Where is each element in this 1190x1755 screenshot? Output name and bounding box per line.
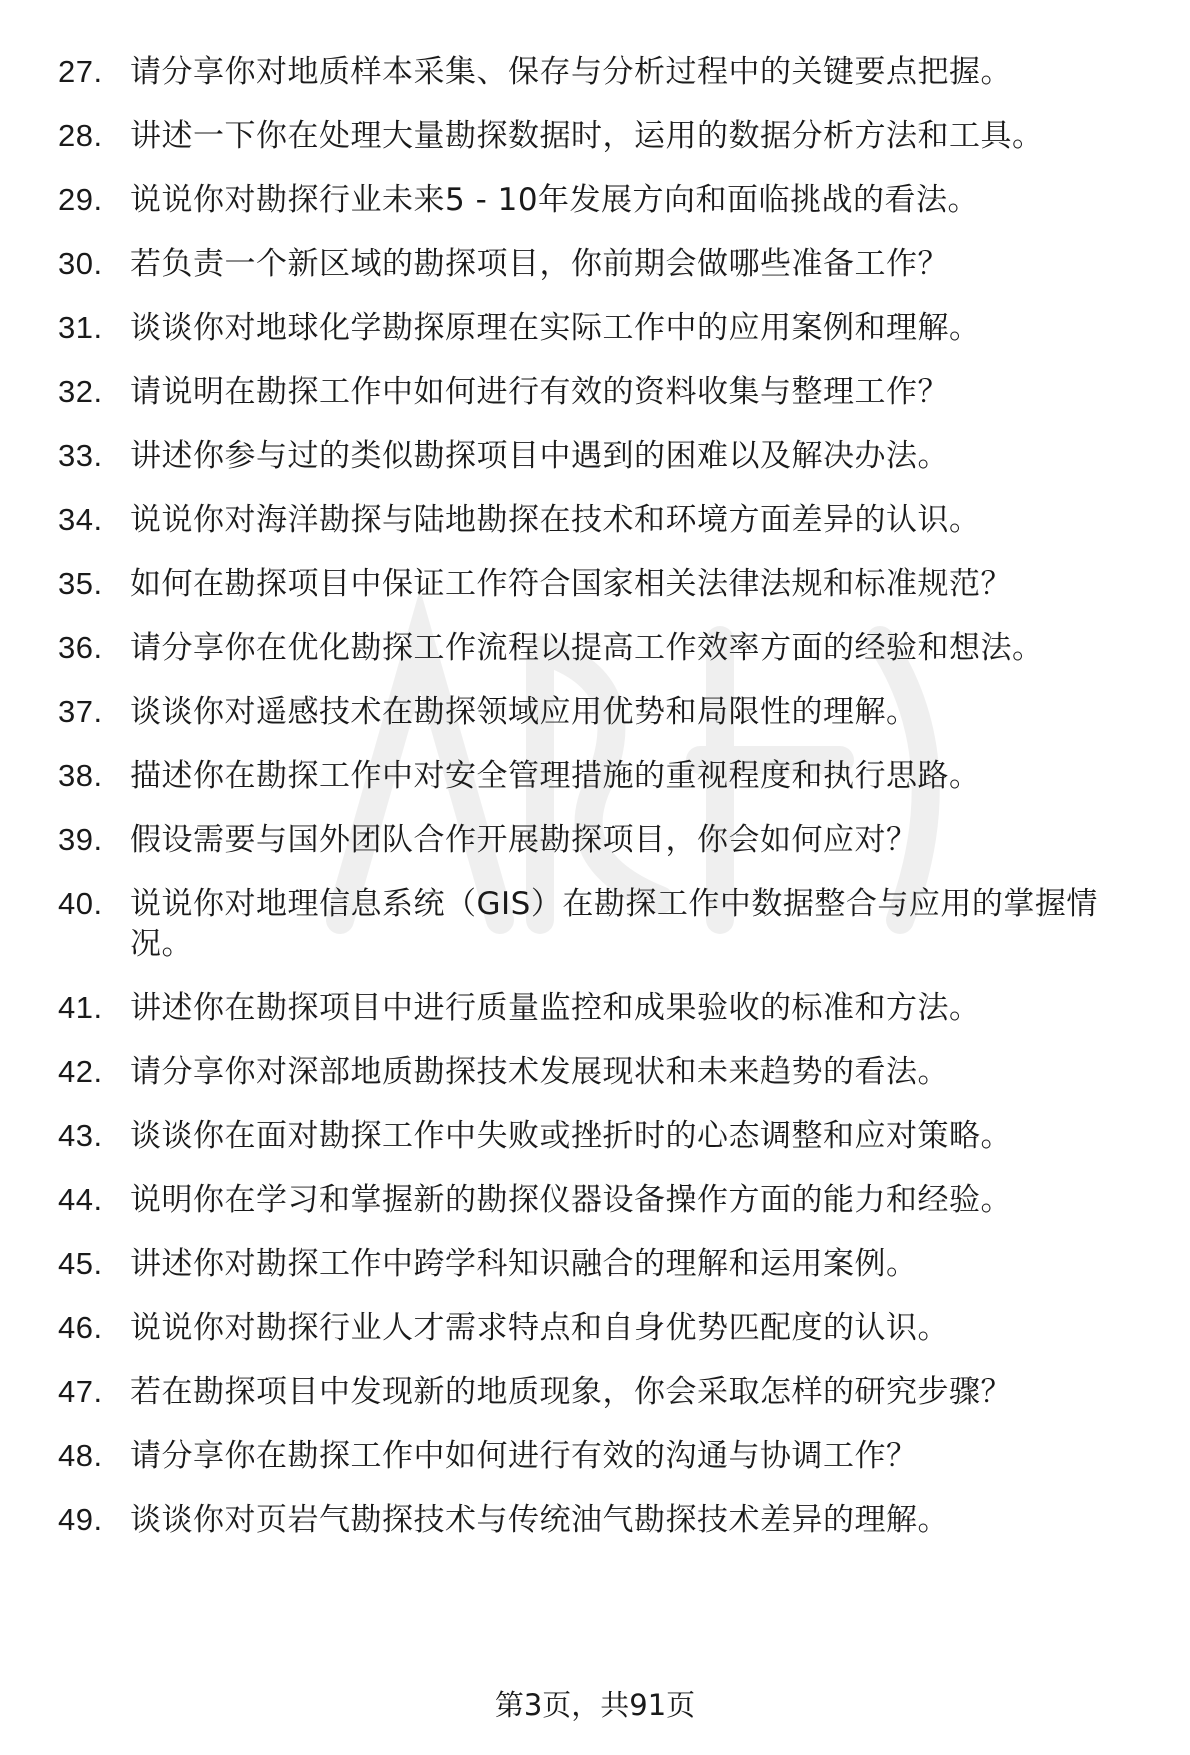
question-item [58, 180, 1148, 220]
question-text: 讲述一下你在处理大量勘探数据时，运用的数据分析方法和工具。 [130, 118, 1044, 154]
question-item [58, 372, 1148, 412]
question-number: 33. [58, 438, 103, 473]
page-number: 第3页，共91页 [494, 1688, 696, 1722]
question-item [58, 1436, 1148, 1476]
question-text: 说说你对海洋勘探与陆地勘探在技术和环境方面差异的认识。 [130, 502, 981, 538]
question-text: 若在勘探项目中发现新的地质现象，你会采取怎样的研究步骤？ [130, 1374, 1012, 1410]
question-item [58, 436, 1148, 476]
question-item [58, 1308, 1148, 1348]
question-number: 29. [58, 182, 103, 217]
question-item [58, 1116, 1148, 1156]
question-list [58, 52, 1148, 1564]
question-text: 谈谈你在面对勘探工作中失败或挫折时的心态调整和应对策略。 [130, 1118, 1012, 1154]
question-text: 说说你对勘探行业未来5 - 10年发展方向和面临挑战的看法。 [130, 182, 980, 218]
question-text: 请分享你对深部地质勘探技术发展现状和未来趋势的看法。 [130, 1054, 949, 1090]
question-text: 谈谈你对页岩气勘探技术与传统油气勘探技术差异的理解。 [130, 1502, 949, 1538]
question-number: 44. [58, 1182, 103, 1217]
question-item [58, 820, 1148, 860]
question-number: 27. [58, 54, 103, 89]
question-number: 41. [58, 990, 103, 1025]
question-item [58, 500, 1148, 540]
question-item [58, 1372, 1148, 1412]
question-number: 49. [58, 1502, 103, 1537]
question-number: 40. [58, 886, 103, 921]
question-number: 28. [58, 118, 103, 153]
question-number: 30. [58, 246, 103, 281]
question-number: 45. [58, 1246, 103, 1281]
question-text: 请分享你在优化勘探工作流程以提高工作效率方面的经验和想法。 [130, 630, 1044, 666]
question-number: 38. [58, 758, 103, 793]
question-item [58, 564, 1148, 604]
question-item [58, 1180, 1148, 1220]
question-item [58, 692, 1148, 732]
question-number: 32. [58, 374, 103, 409]
question-text: 讲述你参与过的类似勘探项目中遇到的困难以及解决办法。 [130, 438, 949, 474]
question-text: 谈谈你对遥感技术在勘探领域应用优势和局限性的理解。 [130, 694, 918, 730]
question-item [58, 988, 1148, 1028]
question-number: 42. [58, 1054, 103, 1089]
question-item [58, 884, 1148, 964]
question-number: 47. [58, 1374, 103, 1409]
question-item [58, 308, 1148, 348]
question-item [58, 756, 1148, 796]
question-number: 43. [58, 1118, 103, 1153]
question-text: 讲述你在勘探项目中进行质量监控和成果验收的标准和方法。 [130, 990, 981, 1026]
question-item [58, 628, 1148, 668]
question-item [58, 1244, 1148, 1284]
question-item [58, 1500, 1148, 1540]
question-number: 34. [58, 502, 103, 537]
question-item [58, 1052, 1148, 1092]
question-text: 请说明在勘探工作中如何进行有效的资料收集与整理工作？ [130, 374, 949, 410]
question-number: 31. [58, 310, 103, 345]
question-text: 请分享你对地质样本采集、保存与分析过程中的关键要点把握。 [130, 54, 1012, 90]
question-item [58, 52, 1148, 92]
question-number: 39. [58, 822, 103, 857]
question-text: 若负责一个新区域的勘探项目，你前期会做哪些准备工作？ [130, 246, 949, 282]
question-number: 37. [58, 694, 103, 729]
question-number: 36. [58, 630, 103, 665]
question-text: 说明你在学习和掌握新的勘探仪器设备操作方面的能力和经验。 [130, 1182, 1012, 1218]
question-item [58, 116, 1148, 156]
question-text: 请分享你在勘探工作中如何进行有效的沟通与协调工作？ [130, 1438, 918, 1474]
question-number: 48. [58, 1438, 103, 1473]
question-text: 如何在勘探项目中保证工作符合国家相关法律法规和标准规范？ [130, 566, 1012, 602]
question-number: 46. [58, 1310, 103, 1345]
question-text: 假设需要与国外团队合作开展勘探项目，你会如何应对？ [130, 822, 918, 858]
question-item [58, 244, 1148, 284]
question-text: 说说你对勘探行业人才需求特点和自身优势匹配度的认识。 [130, 1310, 949, 1346]
question-text: 讲述你对勘探工作中跨学科知识融合的理解和运用案例。 [130, 1246, 918, 1282]
question-text: 说说你对地理信息系统（GIS）在勘探工作中数据整合与应用的掌握情况。 [130, 886, 1098, 962]
question-text: 谈谈你对地球化学勘探原理在实际工作中的应用案例和理解。 [130, 310, 981, 346]
question-text: 描述你在勘探工作中对安全管理措施的重视程度和执行思路。 [130, 758, 981, 794]
question-number: 35. [58, 566, 103, 601]
